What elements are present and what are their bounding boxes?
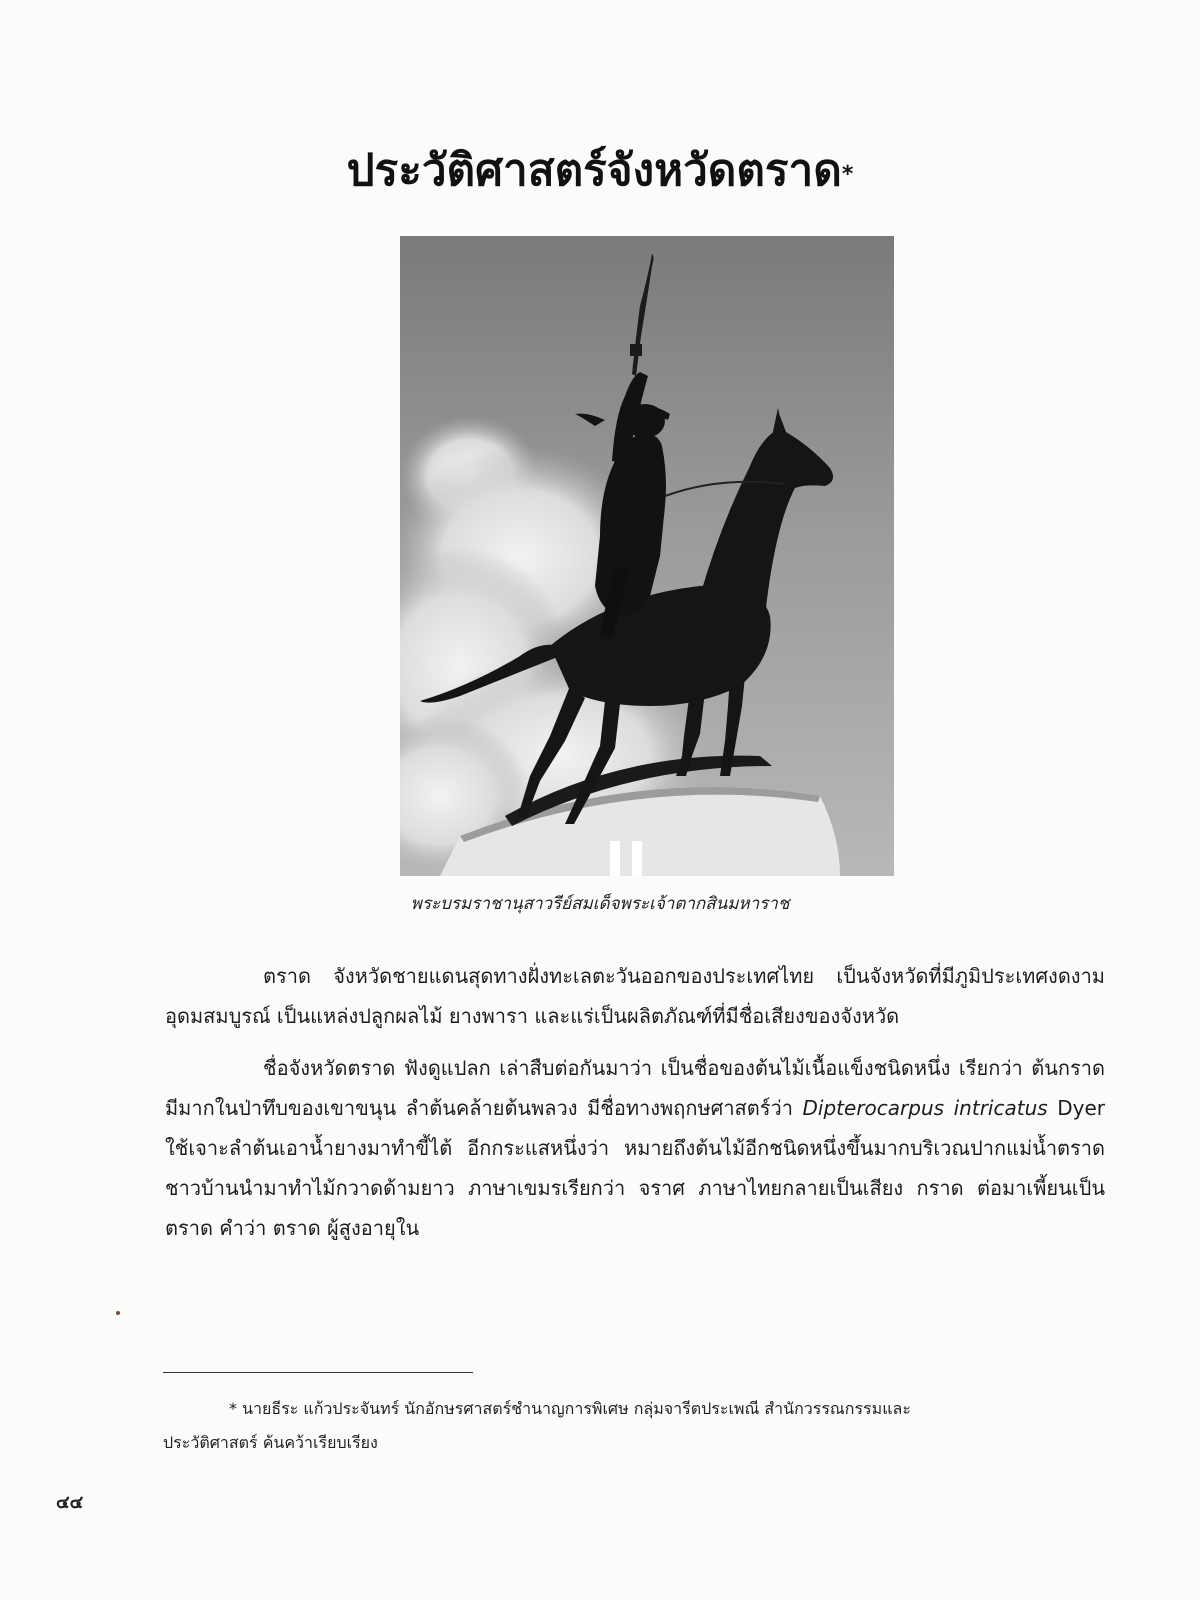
paragraph-2-part-2: Dyer ใช้เจาะลำต้นเอาน้ำยางมาทำขี้ไต้ อีกกระแสหนึ่งว่า หมายถึงต้นไม้อีกชนิดหนึ่งขึ้นมากบริเวณปากแม่น้ำตราด ชาวบ้านนำมาทำไม้กวาดด้ามยาว ภาษาเขมรเรียกว่า จราศ ภาษาไทยกลายเป็นเสียง กราด ต่อมาเพี้ยนเป็น ตราด คำว่า ตราด ผู้สูงอายุใน bbox=[165, 1096, 1105, 1240]
footnote bbox=[163, 1392, 1103, 1460]
photo-caption: พระบรมราชานุสาวรีย์สมเด็จพระเจ้าตากสินมหาราช bbox=[410, 894, 790, 914]
title-footnote-marker: * bbox=[841, 162, 854, 188]
equestrian-statue-image bbox=[400, 236, 894, 876]
scientific-name: Dipterocarpus intricatus bbox=[802, 1096, 1048, 1120]
scan-speck bbox=[116, 1311, 120, 1315]
paragraph-1: ตราด จังหวัดชายแดนสุดทางฝั่งทะเลตะวันออกของประเทศไทย เป็นจังหวัดที่มีภูมิประเทศงดงาม อุดมสมบูรณ์ เป็นแหล่งปลูกผลไม้ ยางพารา และแร่เป็นผลิตภัณฑ์ที่มีชื่อเสียงของจังหวัด bbox=[165, 964, 1105, 1028]
title-text: ประวัติศาสตร์จังหวัดตราด bbox=[346, 145, 842, 197]
page-title bbox=[0, 141, 1200, 201]
footnote-line-1: * นายธีระ แก้วประจันทร์ นักอักษรศาสตร์ชำนาญการพิเศษ กลุ่มจารีตประเพณี สำนักวรรณกรรมและ bbox=[229, 1399, 911, 1418]
footnote-divider bbox=[163, 1372, 473, 1373]
footnote-line-2: ประวัติศาสตร์ ค้นคว้าเรียบเรียง bbox=[163, 1433, 378, 1452]
page-number: ๔๔ bbox=[56, 1492, 84, 1513]
paragraph-2-part-1: ชื่อจังหวัดตราด ฟังดูแปลก เล่าสืบต่อกันมาว่า เป็นชื่อของต้นไม้เนื้อแข็งชนิดหนึ่ง เรียกว่า ต้นกราด มีมากในป่าทึบของเขาขนุน ลำต้นคล้ายต้นพลวง มีชื่อทางพฤกษศาสตร์ว่า bbox=[165, 1056, 1105, 1120]
statue-photo bbox=[400, 236, 894, 876]
paragraph-2 bbox=[165, 1048, 1105, 1248]
article-body bbox=[165, 956, 1105, 1260]
